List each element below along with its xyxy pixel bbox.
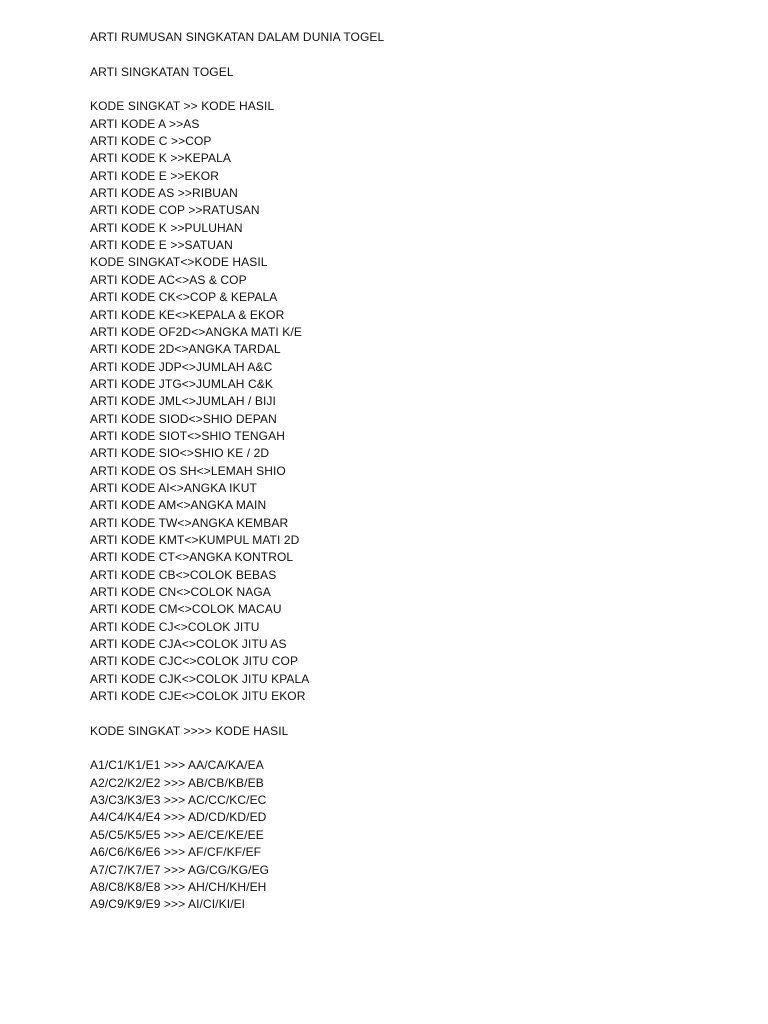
code-line: ARTI KODE OF2D<>ANGKA MATI K/E bbox=[90, 324, 302, 339]
document-content bbox=[90, 29, 730, 914]
code-line: ARTI KODE AM<>ANGKA MAIN bbox=[90, 498, 267, 513]
code-line: ARTI KODE AC<>AS & COP bbox=[90, 272, 247, 287]
code-line: ARTI KODE CJ<>COLOK JITU bbox=[90, 619, 260, 634]
code-line: ARTI KODE CJC<>COLOK JITU COP bbox=[90, 654, 299, 669]
code-line: ARTI KODE AS >>RIBUAN bbox=[90, 186, 238, 201]
document-title: ARTI RUMUSAN SINGKATAN DALAM DUNIA TOGEL bbox=[90, 30, 385, 44]
code-line: ARTI KODE KMT<>KUMPUL MATI 2D bbox=[90, 532, 300, 547]
blank-line bbox=[90, 81, 730, 98]
code-line: ARTI KODE CN<>COLOK NAGA bbox=[90, 585, 271, 599]
code-line: ARTI KODE SIOT<>SHIO TENGAH bbox=[90, 428, 285, 443]
code-line: ARTI KODE A >>AS bbox=[90, 116, 200, 131]
blank-line bbox=[90, 705, 730, 722]
code-line: ARTI KODE C >>COP bbox=[90, 134, 212, 149]
code-line: ARTI KODE SIO<>SHIO KE / 2D bbox=[90, 446, 270, 461]
code-line: A3/C3/K3/E3 >>> AC/CC/KC/EC bbox=[90, 793, 267, 808]
code-line: A6/C6/K6/E6 >>> AF/CF/KF/EF bbox=[90, 845, 262, 860]
code-line: A1/C1/K1/E1 >>> AA/CA/KA/EA bbox=[90, 758, 264, 773]
blank-line bbox=[90, 46, 730, 63]
code-line: ARTI KODE COP >>RATUSAN bbox=[90, 203, 260, 218]
code-line: ARTI KODE CJK<>COLOK JITU KPALA bbox=[90, 671, 310, 686]
section-header: KODE SINGKAT >>>> KODE HASIL bbox=[90, 723, 289, 738]
section-header: KODE SINGKAT >> KODE HASIL bbox=[90, 99, 275, 114]
code-line: ARTI KODE JML<>JUMLAH / BIJI bbox=[90, 394, 276, 409]
code-line: ARTI KODE JTG<>JUMLAH C&K bbox=[90, 376, 273, 391]
code-line: ARTI KODE CM<>COLOK MACAU bbox=[90, 602, 282, 617]
code-line: A8/C8/K8/E8 >>> AH/CH/KH/EH bbox=[90, 879, 267, 894]
code-line: ARTI KODE CJA<>COLOK JITU AS bbox=[90, 637, 287, 652]
code-line: A4/C4/K4/E4 >>> AD/CD/KD/ED bbox=[90, 810, 267, 825]
code-line: ARTI KODE CB<>COLOK BEBAS bbox=[90, 567, 277, 582]
code-line: A7/C7/K7/E7 >>> AG/CG/KG/EG bbox=[90, 862, 270, 877]
document-subtitle: ARTI SINGKATAN TOGEL bbox=[90, 64, 234, 79]
code-line: A5/C5/K5/E5 >>> AE/CE/KE/EE bbox=[90, 827, 264, 842]
code-line: ARTI KODE E >>SATUAN bbox=[90, 238, 233, 253]
code-line: A9/C9/K9/E9 >>> AI/CI/KI/EI bbox=[90, 897, 246, 912]
code-line: ARTI KODE KE<>KEPALA & EKOR bbox=[90, 307, 285, 322]
blank-line bbox=[90, 740, 730, 757]
code-line: ARTI KODE CT<>ANGKA KONTROL bbox=[90, 550, 294, 565]
code-line: ARTI KODE 2D<>ANGKA TARDAL bbox=[90, 342, 281, 357]
code-line: ARTI KODE AI<>ANGKA IKUT bbox=[90, 480, 257, 495]
code-line: ARTI KODE CJE<>COLOK JITU EKOR bbox=[90, 689, 306, 704]
code-line: ARTI KODE K >>PULUHAN bbox=[90, 220, 243, 235]
code-line: ARTI KODE JDP<>JUMLAH A&C bbox=[90, 359, 273, 374]
code-line: ARTI KODE SIOD<>SHIO DEPAN bbox=[90, 411, 277, 426]
code-line: ARTI KODE CK<>COP & KEPALA bbox=[90, 290, 278, 305]
code-line: ARTI KODE E >>EKOR bbox=[90, 168, 219, 183]
code-line: ARTI KODE OS SH<>LEMAH SHIO bbox=[90, 463, 286, 478]
code-line: ARTI KODE K >>KEPALA bbox=[90, 151, 231, 166]
section-header: KODE SINGKAT<>KODE HASIL bbox=[90, 255, 268, 270]
code-line: ARTI KODE TW<>ANGKA KEMBAR bbox=[90, 515, 289, 530]
code-line: A2/C2/K2/E2 >>> AB/CB/KB/EB bbox=[90, 775, 264, 790]
